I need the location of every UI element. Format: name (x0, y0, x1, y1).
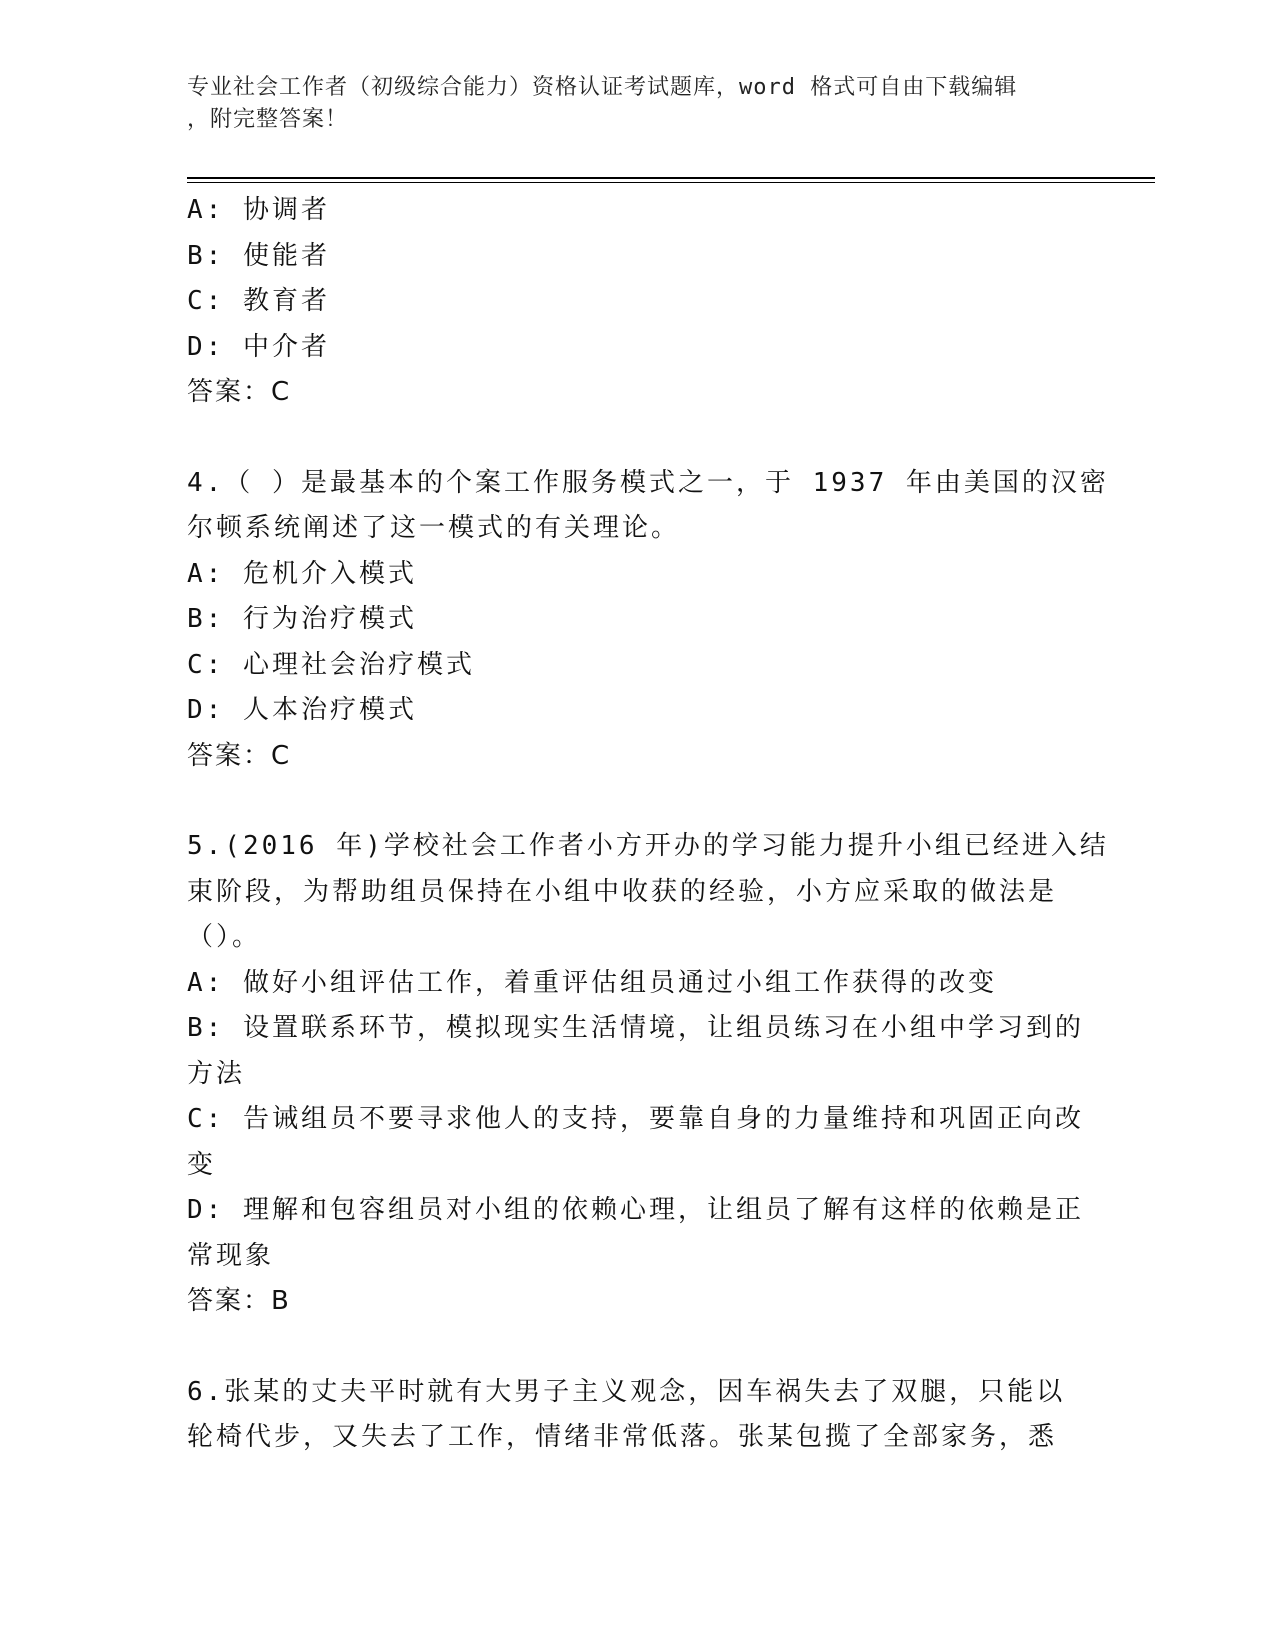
question-stem: 4.（ ）是最基本的个案工作服务模式之一，于 1937 年由美国的汉密 (187, 467, 1109, 498)
question-stem: 6.张某的丈夫平时就有大男子主义观念，因车祸失去了双腿，只能以 (187, 1376, 1066, 1407)
header-divider-thin (187, 182, 1155, 183)
question-stem: 尔顿系统阐述了这一模式的有关理论。 (187, 513, 681, 543)
question-6 (187, 1370, 1087, 1461)
option-b: B: 使能者 (187, 240, 330, 271)
question-list (187, 188, 1109, 1461)
option-b-cont: 方法 (187, 1058, 246, 1089)
option-b: B: 行为治疗模式 (187, 604, 417, 634)
option-c-cont: 变 (187, 1149, 217, 1180)
answer: 答案：C (187, 740, 292, 771)
question-stem: 轮椅代步，又失去了工作，情绪非常低落。张某包揽了全部家务，悉 (187, 1422, 1058, 1452)
answer: 答案：C (187, 377, 292, 407)
option-a: A: 协调者 (187, 195, 330, 225)
page-header (187, 72, 1087, 136)
answer: 答案：B (187, 1286, 291, 1316)
option-d: D: 中介者 (187, 331, 330, 362)
header-line-2: ，附完整答案！ (187, 107, 349, 132)
question-stem: 5.(2016 年)学校社会工作者小方开办的学习能力提升小组已经进入结 (187, 831, 1109, 861)
option-c: C: 告诫组员不要寻求他人的支持，要靠自身的力量维持和巩固正向改 (187, 1104, 1084, 1134)
option-b: B: 设置联系环节，模拟现实生活情境，让组员练习在小组中学习到的 (187, 1013, 1084, 1043)
option-c: C: 教育者 (187, 286, 330, 316)
header-line-1: 专业社会工作者（初级综合能力）资格认证考试题库，word 格式可自由下载编辑 (187, 75, 1018, 100)
question-3 (187, 188, 1087, 416)
option-d-cont: 常现象 (187, 1240, 275, 1271)
option-a: A: 做好小组评估工作，着重评估组员通过小组工作获得的改变 (187, 967, 997, 998)
header-divider (187, 177, 1155, 179)
option-a: A: 危机介入模式 (187, 558, 417, 589)
option-c: C: 心理社会治疗模式 (187, 649, 475, 680)
question-5 (187, 824, 1109, 1325)
question-4 (187, 461, 1109, 780)
option-d: D: 理解和包容组员对小组的依赖心理，让组员了解有这样的依赖是正 (187, 1195, 1084, 1225)
option-d: D: 人本治疗模式 (187, 695, 417, 725)
question-stem: （）。 (187, 922, 262, 952)
question-stem: 束阶段，为帮助组员保持在小组中收获的经验，小方应采取的做法是 (187, 876, 1058, 907)
